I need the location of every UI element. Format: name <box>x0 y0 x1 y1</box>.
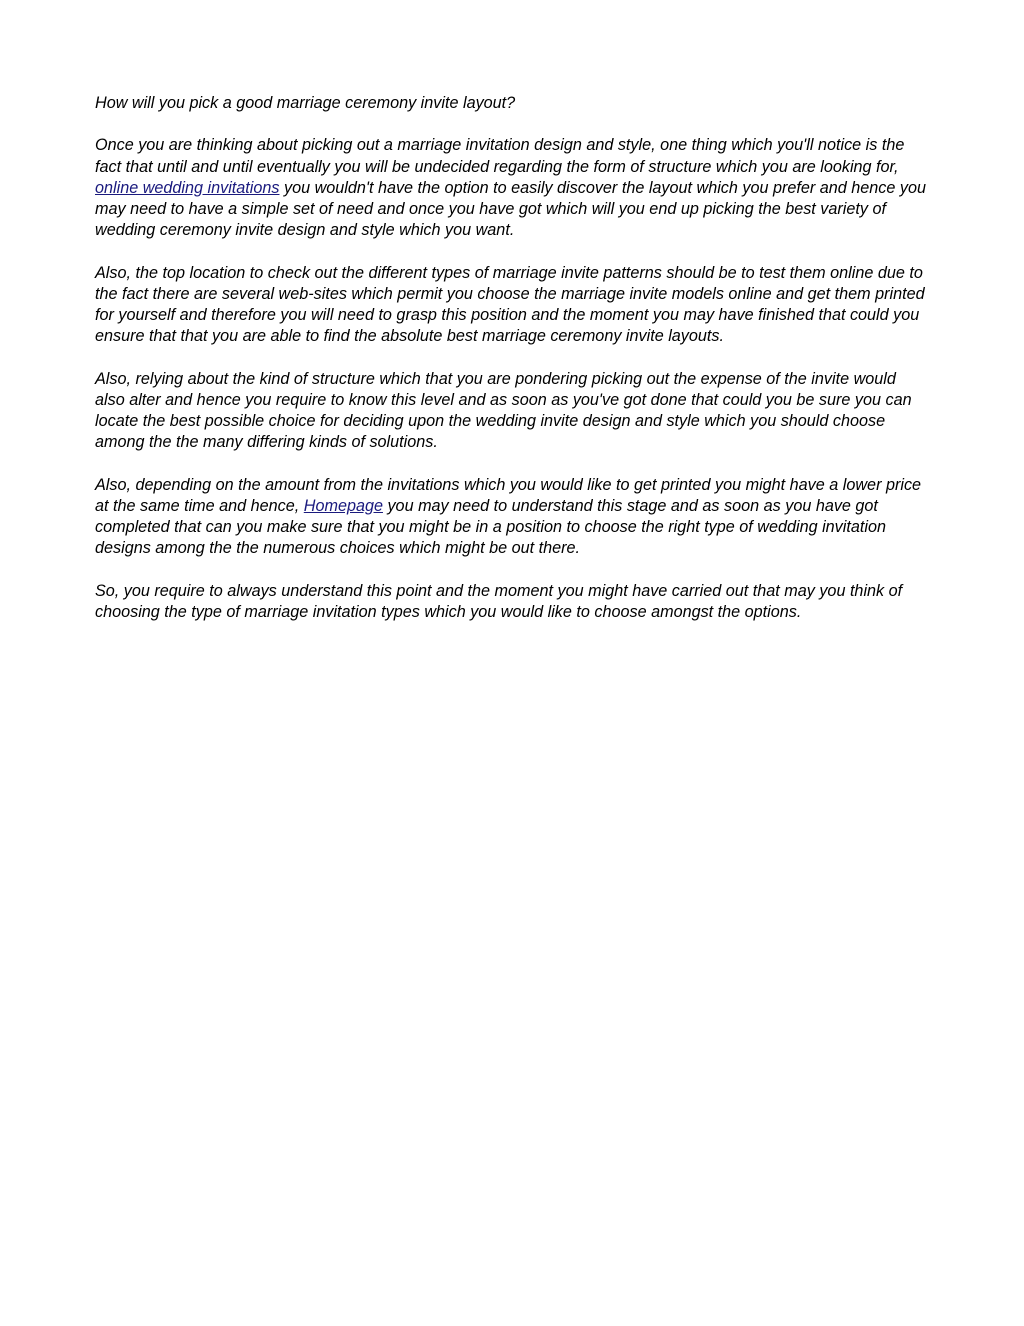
document-body <box>95 93 930 644</box>
document-heading: How will you pick a good marriage ceremony invite layout? <box>95 94 516 112</box>
paragraph-4 <box>95 475 930 560</box>
paragraph-4-text-after: you may need to understand this stage and as soon as you have got completed that can you make sure that you might be in a position to choose the right type of wedding invitation designs among the the numerous choices which might be out there. <box>95 496 886 558</box>
paragraph-2: Also, the top location to check out the different types of marriage invite patterns should be to test them online due to the fact there are several web-sites which permit you choose the marriage invite models online and get them printed for yourself and therefore you will need to grasp this position and the moment you may have finished that could you ensure that that you are able to find the absolute best marriage ceremony invite layouts. <box>95 263 925 346</box>
paragraph-3: Also, relying about the kind of structure which that you are pondering picking out the expense of the invite would also alter and hence you require to know this level and as soon as you've got done that could you be sure you can locate the best possible choice for deciding upon the wedding invite design and style which you should choose among the the many differing kinds of solutions. <box>95 369 912 452</box>
paragraph-4-text-before: Also, depending on the amount from the invitations which you would like to get printed you might have a lower price at the same time and hence, <box>95 475 922 515</box>
paragraph-1 <box>95 135 930 241</box>
paragraph-1-text-before: Once you are thinking about picking out a marriage invitation design and style, one thing which you'll notice is the fact that until and until eventually you will be undecided regarding the form of structure which you are looking for, <box>95 136 905 176</box>
homepage-link[interactable]: Homepage <box>303 496 383 515</box>
paragraph-5: So, you require to always understand this point and the moment you might have carried out that may you think of choosing the type of marriage invitation types which you would like to choose amongst the options. <box>95 581 903 621</box>
online-wedding-invitations-link[interactable]: online wedding invitations <box>95 178 280 197</box>
paragraph-1-text-after: you wouldn't have the option to easily discover the layout which you prefer and hence you may need to have a simple set of need and once you have got which will you end up picking the best variety of wedding ceremony invite design and style which you want. <box>95 178 926 240</box>
